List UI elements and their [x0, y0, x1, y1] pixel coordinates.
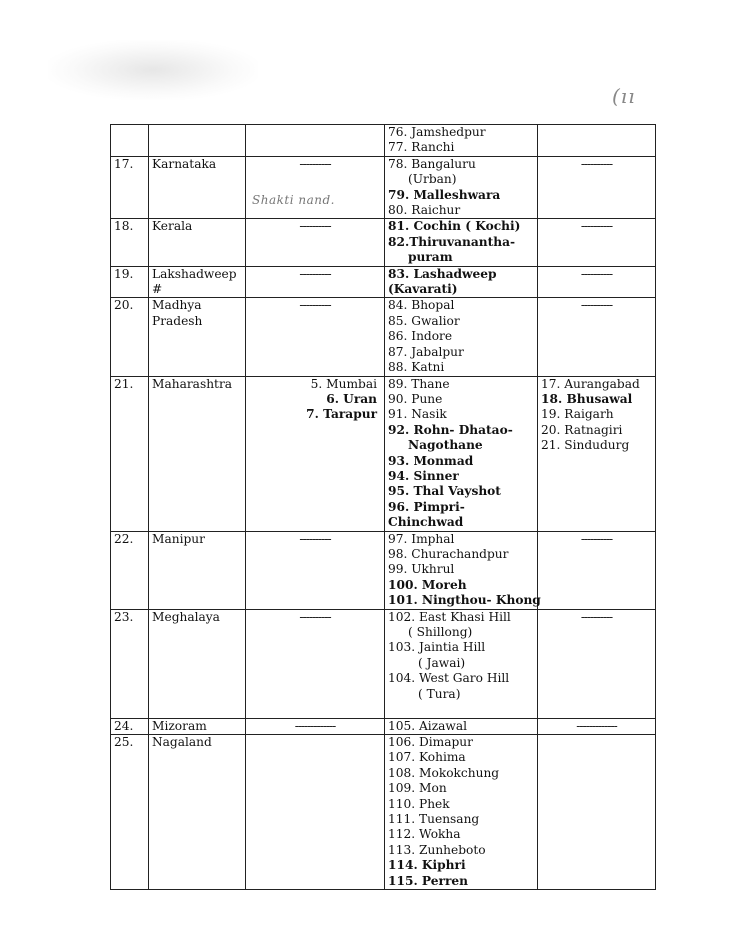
table-row — [111, 219, 656, 266]
serial-number: 23. — [111, 609, 149, 718]
empty-dash: ---------- — [299, 298, 331, 313]
districts-cell: 17. Aurangabad 18. Bhusawal 19. Raigarh 20. Ratnagiri 21. Sindudurg — [538, 376, 656, 531]
state-name: Meghalaya — [149, 609, 246, 718]
serial-number: 18. — [111, 219, 149, 266]
scan-smudge — [48, 40, 258, 100]
table-row — [111, 718, 656, 734]
empty-dash: ---------- — [580, 609, 613, 624]
serial-number: 19. — [111, 266, 149, 298]
table-row — [111, 609, 656, 718]
empty-dash: ------------- — [294, 718, 336, 733]
table-row — [111, 298, 656, 376]
table-row — [111, 125, 656, 157]
cities-cell: 78. Bangaluru (Urban) 79. Malleshwara 80. Raichur — [385, 156, 538, 219]
locations-table — [110, 124, 656, 890]
cities-cell: 106. Dimapur 107. Kohima 108. Mokokchung 109. Mon 110. Phek 111. Tuensang 112. Wokha 113. Zunheboto 114. Kiphri 115. Perren — [385, 735, 538, 890]
empty-dash: ------------- — [576, 718, 617, 733]
empty-dash: ---------- — [299, 531, 331, 546]
serial-number: 24. — [111, 718, 149, 734]
serial-number: 25. — [111, 735, 149, 890]
state-name: Kerala — [149, 219, 246, 266]
cities-cell: 105. Aizawal — [385, 718, 538, 734]
serial-number: 20. — [111, 298, 149, 376]
cities-cell: 83. Lashadweep (Kavarati) — [385, 266, 538, 298]
table-row — [111, 376, 656, 531]
cities-cell: 89. Thane 90. Pune 91. Nasik 92. Rohn- Dhatao- Nagothane 93. Monmad 94. Sinner 95. Thal Vayshot 96. Pimpri- Chinchwad — [385, 376, 538, 531]
empty-dash: ---------- — [299, 609, 331, 624]
state-name: Lakshadweep # — [149, 266, 246, 298]
serial-number: 17. — [111, 156, 149, 219]
cities-cell: 76. Jamshedpur 77. Ranchi — [385, 125, 538, 157]
cities-cell: 81. Cochin ( Kochi) 82.Thiruvanantha- puram — [385, 219, 538, 266]
handwritten-page-number: (ıı — [612, 84, 636, 108]
table-row — [111, 156, 656, 219]
state-name: Madhya Pradesh — [149, 298, 246, 376]
empty-dash: ---------- — [299, 156, 331, 171]
cities-cell: 102. East Khasi Hill ( Shillong) 103. Jaintia Hill ( Jawai) 104. West Garo Hill ( Tura) — [385, 609, 538, 718]
empty-dash: ---------- — [580, 298, 613, 313]
empty-dash: ---------- — [299, 266, 331, 281]
table-row — [111, 735, 656, 890]
table-row — [111, 531, 656, 609]
cities-cell: 97. Imphal 98. Churachandpur 99. Ukhrul 100. Moreh 101. Ningthou- Khong — [385, 531, 538, 609]
empty-dash: ---------- — [580, 219, 613, 234]
cities-cell: 84. Bhopal 85. Gwalior 86. Indore 87. Jabalpur 88. Katni — [385, 298, 538, 376]
state-name: Mizoram — [149, 718, 246, 734]
serial-number: 22. — [111, 531, 149, 609]
empty-dash: ---------- — [580, 156, 613, 171]
state-name: Karnataka — [149, 156, 246, 219]
empty-dash: ---------- — [580, 266, 613, 281]
table-row — [111, 266, 656, 298]
handwritten-signature: Shakti nand. — [252, 192, 335, 207]
state-name: Maharashtra — [149, 376, 246, 531]
state-name: Nagaland — [149, 735, 246, 890]
ports-cell: 5. Mumbai 6. Uran 7. Tarapur — [246, 376, 385, 531]
serial-number: 21. — [111, 376, 149, 531]
empty-dash: ---------- — [299, 219, 331, 234]
state-name: Manipur — [149, 531, 246, 609]
empty-dash: ---------- — [580, 531, 613, 546]
